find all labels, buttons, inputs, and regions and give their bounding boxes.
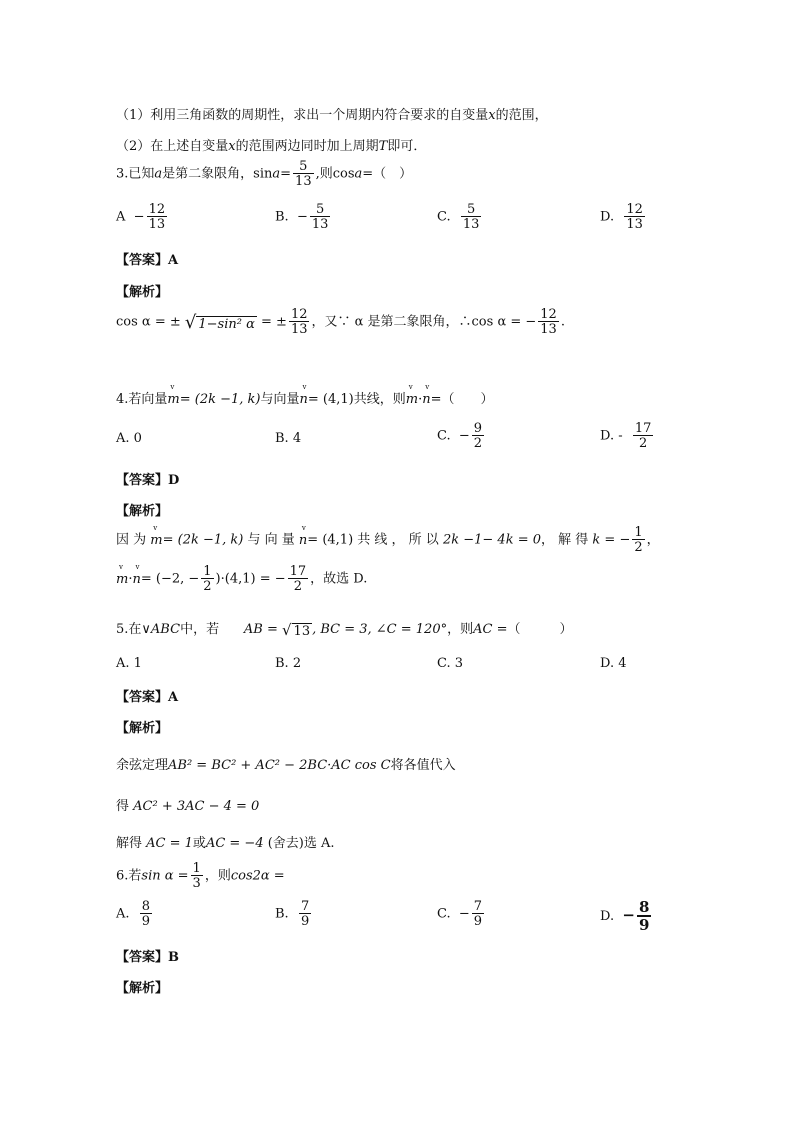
frac-num: 12 — [290, 307, 308, 322]
q5-stem-a: 5.在 — [116, 622, 142, 637]
q5-stem-c: AB = — [243, 622, 282, 637]
option-sign: − — [458, 428, 470, 444]
q5-solution-line-1 — [116, 754, 456, 773]
sol-text: ，又∵ α 是第二象限角，∴cos α = − — [311, 314, 537, 330]
vector-m: v m — [167, 392, 179, 407]
method-text-1b: 的范围， — [495, 108, 548, 123]
sol-text: = ± — [261, 314, 287, 330]
frac-den: 13 — [462, 217, 480, 232]
frac-num: 12 — [540, 307, 557, 322]
vector-n: v n — [300, 392, 308, 407]
q5-stem — [116, 618, 573, 639]
sol-text: ，故选 D. — [310, 571, 368, 587]
sol-text: 将各值代入 — [390, 758, 456, 773]
q4-option-c[interactable] — [437, 422, 486, 450]
q6-option-d[interactable] — [600, 900, 653, 933]
q4-answer: 【答案】D — [116, 473, 180, 488]
frac-den: 3 — [192, 876, 201, 891]
option-label: D. - — [600, 428, 623, 444]
vector-n: v n — [132, 572, 140, 587]
method-text-1: （1）利用三角函数的周期性，求出一个周期内符合要求的自变量 — [116, 108, 489, 123]
q4-stem-a: 4.若向量 — [116, 392, 168, 407]
sol-text: (舍去)选 A. — [267, 836, 335, 851]
q3-stem-a: 3.已知 — [116, 166, 155, 182]
vector-m: v m — [116, 572, 128, 587]
sqrt-expression — [185, 312, 257, 333]
vector-n: v n — [299, 533, 307, 548]
option-fraction — [633, 422, 654, 450]
var-x: x — [488, 108, 496, 123]
q6-stem-b: sin α = — [141, 868, 189, 884]
q6-stem — [116, 862, 285, 890]
q3-analysis-heading: 【解析】 — [116, 285, 169, 300]
frac-num: 1 — [203, 564, 212, 579]
alpha: a — [154, 166, 163, 182]
option-fraction — [461, 203, 482, 231]
q3-solution — [116, 308, 565, 336]
q4-stem-b: = (2k −1, k) — [179, 392, 261, 407]
q3-stem-b: 是第二象限角，sin — [162, 166, 273, 182]
q4-stem-c: 与向量 — [260, 392, 300, 407]
sol-expr: = (2k −1, k) — [162, 532, 244, 548]
frac-num: 1 — [634, 525, 643, 540]
option-fraction — [299, 900, 311, 928]
q6-option-b[interactable] — [275, 900, 313, 928]
q4-stem-f: =（ ） — [430, 392, 494, 407]
q5-solution-line-2 — [116, 795, 259, 814]
method-text-2: （2）在上述自变量 — [116, 139, 229, 154]
sol-fraction — [289, 308, 310, 336]
q5-option-d[interactable]: D. 4 — [600, 656, 627, 671]
sol-expr: AC = −4 — [205, 836, 264, 851]
sol-text: 因 为 — [116, 532, 147, 548]
sol-expr: k = − — [592, 532, 631, 548]
q6-analysis-heading: 【解析】 — [116, 981, 169, 996]
method-line-1 — [116, 104, 548, 123]
sol-text: 或 — [192, 836, 206, 851]
frac-num: 5 — [467, 202, 476, 217]
sol-text: cos α = ± — [116, 314, 181, 330]
q4-solution-line-1 — [116, 526, 660, 554]
option-sign: − — [622, 906, 635, 924]
q6-stem-c: ，则 — [204, 868, 231, 884]
option-label: A — [116, 209, 126, 225]
frac-den: 9 — [473, 914, 483, 929]
q3-option-c[interactable] — [437, 203, 483, 231]
sol-expr: AC = 1 — [146, 836, 193, 851]
option-fraction — [140, 900, 152, 928]
frac-num: 9 — [473, 421, 483, 436]
q3-stem — [116, 160, 412, 188]
frac-den: 9 — [141, 914, 151, 929]
option-sign: − — [296, 209, 308, 225]
frac-den: 2 — [288, 578, 309, 593]
frac-num: 1 — [192, 861, 201, 876]
alpha: a — [272, 166, 281, 182]
vector-n: v n — [422, 392, 430, 407]
radical-sign: √ — [184, 311, 197, 333]
option-fraction — [472, 900, 484, 928]
q3-answer: 【答案】A — [116, 253, 179, 268]
frac-num: 5 — [315, 202, 325, 217]
frac-num: 12 — [626, 202, 643, 217]
triangle-abc: ∨ABC — [141, 622, 181, 637]
sol-expr: AB² = BC² + AC² − 2BC·AC cos C — [168, 758, 391, 773]
sol-expr: = (4,1) — [307, 532, 354, 548]
frac-den: 2 — [634, 540, 643, 555]
frac-den: 13 — [148, 217, 166, 232]
q6-fraction — [191, 862, 203, 890]
option-sign: − — [133, 209, 145, 225]
q3-option-d[interactable] — [600, 203, 647, 231]
option-fraction — [472, 422, 484, 450]
var-x: x — [228, 139, 236, 154]
sol-text: 得 — [116, 799, 130, 814]
var-T: T — [378, 139, 388, 154]
q5-solution-line-3 — [116, 832, 335, 851]
option-label: A. — [116, 906, 130, 922]
frac-den: 2 — [473, 436, 483, 451]
frac-den: 9 — [300, 914, 310, 929]
q6-stem-a: 6.若 — [116, 868, 142, 884]
vector-m: v m — [406, 392, 418, 407]
q5-stem-f: AC = — [473, 622, 508, 637]
q4-stem-d: = (4,1) — [307, 392, 354, 407]
sqrt-13 — [282, 621, 312, 639]
frac-num: 7 — [473, 899, 483, 914]
frac-den: 13 — [540, 322, 557, 337]
method-text-2b: 的范围两边同时加上周期 — [235, 139, 379, 154]
method-text-2c: 即可． — [387, 139, 427, 154]
option-label: B. — [275, 906, 289, 922]
option-label: D. — [600, 209, 615, 225]
sol-fraction — [632, 526, 644, 554]
q4-analysis-heading: 【解析】 — [116, 504, 169, 519]
q3-option-b[interactable] — [275, 203, 332, 231]
sol-expr: )·(4,1) = − — [215, 571, 286, 587]
radical-sign: √ — [281, 620, 292, 639]
frac-num: 5 — [299, 159, 308, 174]
q4-option-b[interactable]: B. 4 — [275, 431, 302, 446]
option-label: C. — [437, 209, 451, 225]
q6-stem-d: cos2α = — [230, 868, 285, 884]
q6-option-a[interactable] — [116, 900, 154, 928]
frac-num: 12 — [148, 202, 166, 217]
frac-num: 17 — [289, 564, 307, 579]
sol-text: ， 解 得 — [541, 532, 589, 548]
option-sign: − — [458, 906, 470, 922]
sol-text: 解得 — [116, 836, 143, 851]
q3-option-a[interactable] — [116, 203, 169, 231]
q3-stem-e: =（ ） — [362, 166, 413, 182]
frac-den: 2 — [203, 579, 212, 594]
q5-option-b[interactable]: B. 2 — [275, 656, 302, 671]
radicand: 1−sin² α — [198, 316, 255, 332]
option-fraction — [624, 203, 645, 231]
q5-stem-e: ，则 — [447, 622, 474, 637]
q3-stem-d: ,则cos — [315, 166, 355, 182]
q6-answer: 【答案】B — [116, 950, 179, 965]
frac-den: 13 — [290, 322, 308, 337]
sol-expr: AC² + 3AC − 4 = 0 — [133, 799, 260, 814]
q5-analysis-heading: 【解析】 — [116, 721, 169, 736]
frac-den: 13 — [311, 217, 329, 232]
option-label: C. — [437, 428, 451, 444]
q5-option-c[interactable]: C. 3 — [437, 656, 464, 671]
sol-fraction — [201, 565, 213, 593]
sol-expr: 2k −1− 4k = 0 — [442, 532, 541, 548]
radicand: 13 — [293, 623, 311, 639]
sol-text: 与 向 量 — [247, 532, 295, 548]
sol-expr: = (−2, − — [140, 571, 200, 587]
sol-fraction — [288, 565, 309, 593]
alpha: a — [354, 166, 363, 182]
q4-stem-e: 共线，则 — [353, 392, 406, 407]
frac-den: 2 — [633, 435, 654, 450]
q6-option-c[interactable] — [437, 900, 486, 928]
option-label: B. — [275, 209, 289, 225]
q4-solution-line-2: v m·v n= (−2, − $\frac{1}{2}$ )·(4,1) = − $\frac{17}{2}$ ，故选 D. — [116, 565, 367, 593]
option-fraction — [147, 203, 168, 231]
option-fraction — [637, 900, 651, 933]
q4-stem: 4.若向量v m= (2k −1, k)与向量v n= (4,1)共线，则v m·v n=（ ） — [116, 388, 494, 407]
option-label: C. — [437, 906, 451, 922]
q3-stem-c: = — [280, 166, 292, 182]
sol-fraction — [538, 308, 559, 336]
q5-option-a[interactable]: A. 1 — [116, 656, 142, 671]
frac-num: 8 — [638, 898, 650, 916]
option-label: D. — [600, 909, 615, 924]
sol-text: 共 线 ， 所 以 — [357, 532, 439, 548]
frac-num: 17 — [634, 421, 652, 436]
option-fraction — [310, 203, 331, 231]
method-line-2 — [116, 135, 426, 154]
q3-fraction — [293, 160, 314, 188]
q5-stem-g: （ ） — [507, 622, 573, 637]
q4-option-a[interactable]: A. 0 — [116, 431, 142, 446]
q5-stem-b: 中，若 — [180, 622, 220, 637]
q5-answer: 【答案】A — [116, 690, 179, 705]
sol-text: 余弦定理 — [116, 758, 169, 773]
frac-num: 7 — [300, 899, 310, 914]
sol-text: ， — [646, 532, 660, 548]
q4-option-d[interactable] — [600, 422, 655, 450]
sol-text: . — [560, 314, 565, 330]
frac-den: 13 — [626, 217, 643, 232]
frac-den: 13 — [295, 174, 312, 189]
frac-num: 8 — [141, 899, 151, 914]
frac-den: 9 — [638, 916, 650, 934]
q5-stem-d: , BC = 3, ∠C = 120° — [312, 622, 448, 637]
vector-m: v m — [150, 533, 162, 548]
